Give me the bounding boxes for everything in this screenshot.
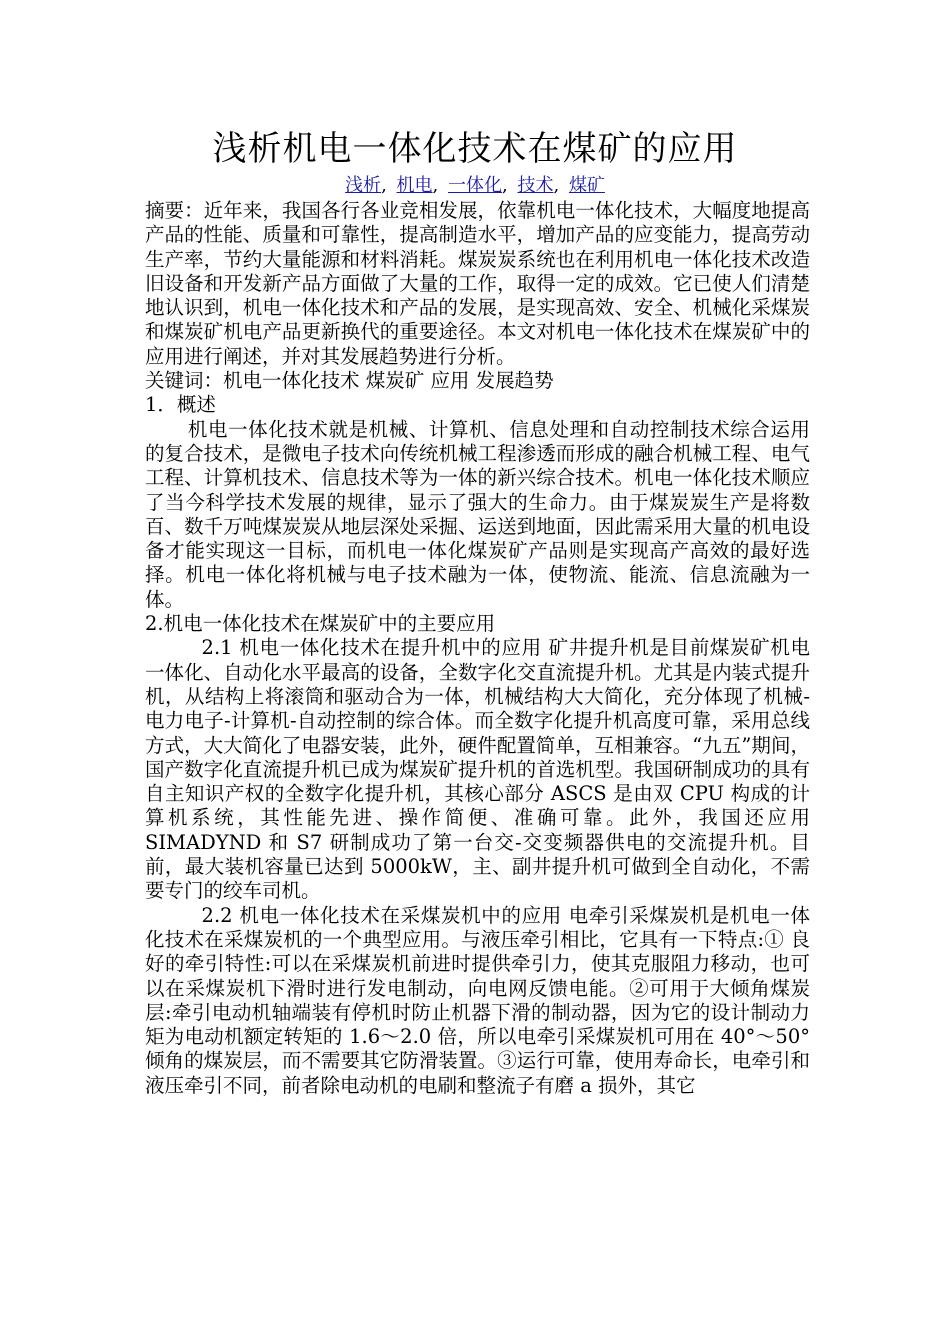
tag-link-jidian[interactable]: 机电 [396, 175, 433, 196]
shearer-paragraph: 2.2 机电一体化技术在采煤炭机中的应用 电牵引采煤炭机是机电一体化技术在采煤炭机的一个典型应用。与液压牵引相比，它具有一下特点:① 良好的牵引特性:可以在采煤炭机前进时提供牵引力，使其克服阻力移动，也可以在采煤炭机下滑时进行发电制动，向电网反馈电能。②可用于大倾角煤炭层:牵引电动机轴端装有停机时防止机器下滑的制动器，因为它的设计制动力矩为电动机额定转矩的 1.6～2.0 倍，所以电牵引采煤炭机可用在 40°～50° 倾角的煤炭层，而不需要其它防滑装置。③运行可靠，使用寿命长，电牵引和液压牵引不同，前者除电动机的电刷和整流子有磨 a 损外，其它 [145, 903, 810, 1097]
tag-link-yitihua[interactable]: 一体化 [448, 175, 502, 196]
section-heading-applications: 2.机电一体化技术在煤炭矿中的主要应用 [145, 612, 496, 636]
tag-list [0, 174, 950, 198]
section-heading-overview: 1．概述 [145, 393, 216, 417]
hoist-paragraph: 2.1 机电一体化技术在提升机中的应用 矿井提升机是目前煤炭矿机电一体化、自动化水平最高的设备，全数字化交直流提升机。尤其是内装式提升机，从结构上将滚筒和驱动合为一体，机械结构大大简化，充分体现了机械-电力电子-计算机-自动控制的综合体。而全数字化提升机高度可靠，采用总线方式，大大简化了电器安装，此外，硬件配置简单，互相兼容。“九五”期间，国产数字化直流提升机已成为煤炭矿提升机的首选机型。我国研制成功的具有自主知识产权的全数字化提升机，其核心部分 ASCS 是由双 CPU 构成的计算机系统，其性能先进、操作简便、准确可靠。此外，我国还应用 SIMADYND 和 S7 研制成功了第一台交-交变频器供电的交流提升机。目前，最大装机容量已达到 5000kW，主、副井提升机可做到全自动化，不需要专门的绞车司机。 [145, 636, 810, 903]
abstract-paragraph: 摘要：近年来，我国各行各业竞相发展，依靠机电一体化技术，大幅度地提高产品的性能、质量和可靠性，提高制造水平，增加产品的应变能力，提高劳动生产率，节约大量能源和材料消耗。煤炭炭系统也在利用机电一体化技术改造旧设备和开发新产品方面做了大量的工作，取得一定的成效。它已使人们清楚地认识到，机电一体化技术和产品的发展，是实现高效、安全、机械化采煤炭和煤炭矿机电产品更新换代的重要途径。本文对机电一体化技术在煤炭矿中的应用进行阐述，并对其发展趋势进行分析。 [145, 199, 810, 368]
tag-separator: , [553, 175, 560, 196]
page-title: 浅析机电一体化技术在煤矿的应用 [212, 129, 738, 169]
tag-separator: , [502, 175, 508, 196]
keywords-line: 关键词：机电一体化技术 煤炭矿 应用 发展趋势 [145, 369, 554, 393]
tag-separator: , [432, 175, 439, 196]
tag-separator: , [381, 175, 387, 196]
overview-paragraph: 机电一体化技术就是机械、计算机、信息处理和自动控制技术综合运用的复合技术，是微电子技术向传统机械工程渗透而形成的融合机械工程、电气工程、计算机技术、信息技术等为一体的新兴综合技术。机电一体化技术顺应了当今科学技术发展的规律，显示了强大的生命力。由于煤炭炭生产是将数百、数千万吨煤炭炭从地层深处采掘、运送到地面，因此需采用大量的机电设备才能实现这一目标，而机电一体化煤炭矿产品则是实现高产高效的最好选择。机电一体化将机械与电子技术融为一体，使物流、能流、信息流融为一体。 [145, 417, 810, 611]
tag-link-meikuang[interactable]: 煤矿 [568, 175, 605, 196]
article-body [145, 199, 810, 1098]
tag-link-qianxi[interactable]: 浅析 [345, 175, 382, 196]
tag-link-jishu[interactable]: 技术 [517, 175, 554, 196]
